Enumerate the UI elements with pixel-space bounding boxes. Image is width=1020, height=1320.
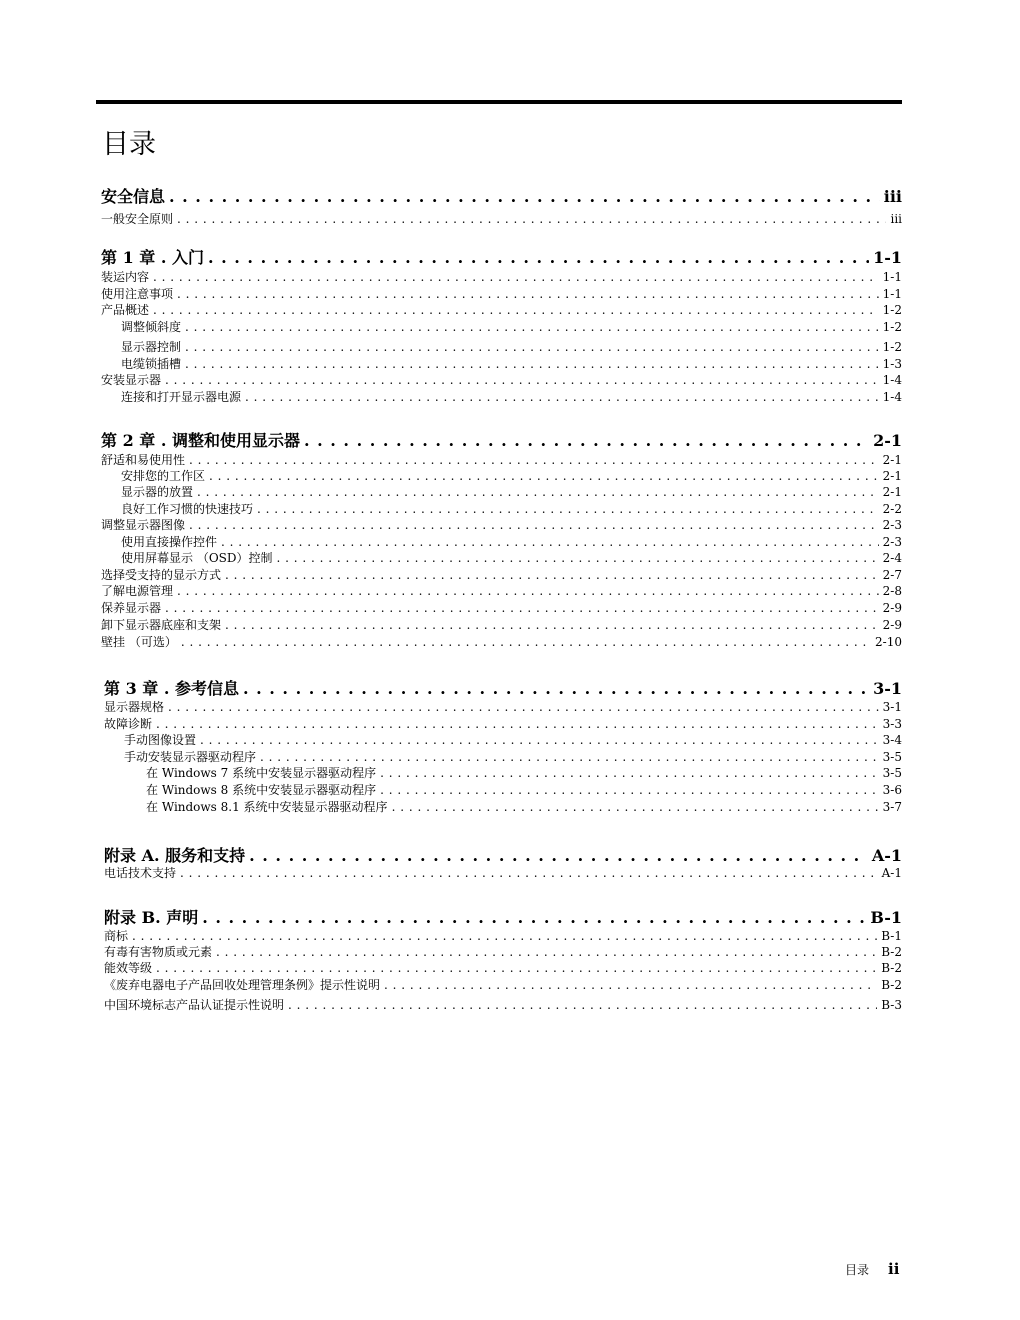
dot-leader — [165, 372, 879, 388]
toc-entry-title: 显示器控制 — [121, 340, 182, 354]
toc-entry-title: 《废弃电器电子产品回收处理管理条例》提示性说明 — [104, 978, 381, 992]
toc-entry[interactable] — [101, 517, 902, 533]
toc-entry[interactable] — [146, 782, 902, 798]
toc-entry-title: 壁挂 （可选） — [101, 635, 177, 649]
page-title: 目录 — [102, 129, 156, 160]
dot-leader — [202, 907, 866, 929]
toc-entry-title: 安装显示器 — [101, 373, 162, 387]
toc-entry-page-number: 3-7 — [882, 800, 902, 814]
dot-leader — [304, 430, 869, 452]
dot-leader — [153, 269, 879, 285]
dot-leader — [185, 339, 879, 355]
toc-entry[interactable] — [101, 452, 902, 468]
toc-chapter-entry-title-text: 第 3 章 . 参考信息 — [104, 679, 239, 698]
toc-entry-title: 卸下显示器底座和支架 — [101, 618, 222, 632]
toc-chapter-entry-title — [101, 247, 204, 269]
toc-chapter-entry[interactable] — [104, 678, 902, 700]
toc-entry-title: 保养显示器 — [101, 601, 162, 615]
toc-entry-page-number: 1-1 — [882, 270, 902, 284]
toc-entry[interactable] — [121, 550, 902, 566]
toc-entry-title: 使用屏幕显示 （OSD）控制 — [121, 551, 273, 565]
toc-chapter-entry-title — [104, 907, 198, 929]
toc-entry[interactable] — [121, 501, 902, 517]
toc-chapter-entry-page-number: iii — [883, 187, 902, 206]
toc-chapter-entry-page-number: B-1 — [870, 908, 902, 927]
toc-entry-title: 一般安全原则 — [101, 212, 174, 226]
toc-entry-title: 连接和打开显示器电源 — [121, 390, 242, 404]
toc-entry-title: 在 Windows 8 系统中安装显示器驱动程序 — [146, 783, 377, 797]
toc-entry-page-number: 1-2 — [882, 303, 902, 317]
dot-leader — [209, 468, 879, 484]
toc-entry[interactable] — [101, 372, 902, 388]
dot-leader — [177, 211, 886, 227]
dot-leader — [197, 484, 879, 500]
toc-entry-page-number: 2-3 — [882, 535, 902, 549]
toc-entry-page-number: iii — [890, 212, 902, 226]
toc-entry[interactable] — [104, 944, 902, 960]
dot-leader — [225, 617, 879, 633]
dot-leader — [156, 716, 879, 732]
toc-entry-title: 中国环境标志产品认证提示性说明 — [104, 998, 285, 1012]
dot-leader — [169, 186, 880, 208]
toc-entry-page-number: 3-5 — [882, 750, 902, 764]
toc-chapter-entry-page-number: A-1 — [871, 846, 902, 865]
toc-entry-title: 在 Windows 7 系统中安装显示器驱动程序 — [146, 766, 377, 780]
toc-entry-title: 产品概述 — [101, 303, 150, 317]
toc-entry[interactable] — [101, 302, 902, 318]
toc-entry-page-number: 2-1 — [882, 469, 902, 483]
footer-label: 目录 — [845, 1263, 870, 1277]
toc-entry[interactable] — [104, 865, 902, 881]
dot-leader — [288, 997, 877, 1013]
dot-leader — [185, 319, 879, 335]
toc-chapter-entry-title — [104, 678, 239, 700]
toc-entry-page-number: 2-1 — [882, 485, 902, 499]
toc-chapter-entry[interactable] — [101, 186, 902, 208]
toc-entry[interactable] — [101, 600, 902, 616]
toc-entry-page-number: 3-3 — [882, 717, 902, 731]
toc-entry-page-number: 2-9 — [882, 618, 902, 632]
dot-leader — [277, 550, 879, 566]
toc-chapter-entry-title-text: 安全信息 — [101, 187, 166, 206]
dot-leader — [260, 749, 879, 765]
toc-entry-page-number: 2-3 — [882, 518, 902, 532]
toc-entry-page-number: B-1 — [881, 929, 902, 943]
dot-leader — [153, 302, 879, 318]
dot-leader — [200, 732, 879, 748]
toc-entry-page-number: 1-4 — [882, 390, 902, 404]
toc-entry-page-number: 3-6 — [882, 783, 902, 797]
toc-chapter-entry-title — [101, 186, 165, 208]
dot-leader — [243, 678, 869, 700]
toc-entry[interactable] — [101, 634, 902, 650]
toc-entry-title: 调整显示器图像 — [101, 518, 186, 532]
toc-entry-title: 选择受支持的显示方式 — [101, 568, 222, 582]
dot-leader — [185, 356, 879, 372]
toc-entry-page-number: B-3 — [881, 998, 902, 1012]
toc-entry[interactable] — [101, 617, 902, 633]
toc-chapter-entry-title — [104, 845, 245, 867]
toc-chapter-entry[interactable] — [104, 845, 902, 867]
dot-leader — [208, 247, 869, 269]
toc-entry-title: 有毒有害物质或元素 — [104, 945, 213, 959]
toc-entry-title: 电缆锁插槽 — [121, 357, 182, 371]
toc-chapter-entry-title — [101, 430, 300, 452]
toc-entry[interactable] — [121, 468, 902, 484]
toc-entry-page-number: 3-4 — [882, 733, 902, 747]
dot-leader — [189, 517, 879, 533]
toc-chapter-entry-title-text: 第 2 章 . 调整和使用显示器 — [101, 431, 300, 450]
toc-entry-title: 商标 — [104, 929, 129, 943]
toc-entry-page-number: 2-9 — [882, 601, 902, 615]
dot-leader — [177, 286, 879, 302]
toc-entry-title: 舒适和易使用性 — [101, 453, 186, 467]
toc-entry[interactable] — [101, 211, 902, 227]
toc-entry-title: 在 Windows 8.1 系统中安装显示器驱动程序 — [146, 800, 388, 814]
dot-leader — [180, 865, 878, 881]
dot-leader — [380, 765, 879, 781]
toc-entry[interactable] — [124, 749, 902, 765]
toc-entry-title: 调整倾斜度 — [121, 320, 182, 334]
toc-entry-page-number: 1-2 — [882, 340, 902, 354]
toc-entry[interactable] — [121, 484, 902, 500]
toc-entry[interactable] — [104, 699, 902, 715]
dot-leader — [168, 699, 879, 715]
toc-entry-page-number: 1-3 — [882, 357, 902, 371]
toc-entry-title: 装运内容 — [101, 270, 150, 284]
toc-entry-title: 安排您的工作区 — [121, 469, 206, 483]
toc-chapter-entry-page-number: 3-1 — [873, 679, 902, 698]
toc-entry-page-number: 2-4 — [882, 551, 902, 565]
toc-entry[interactable] — [101, 583, 902, 599]
toc-chapter-entry[interactable] — [101, 247, 902, 269]
dot-leader — [221, 534, 879, 550]
dot-leader — [225, 567, 879, 583]
toc-chapter-entry-page-number: 2-1 — [873, 431, 902, 450]
toc-entry[interactable] — [101, 269, 902, 285]
toc-entry-title: 显示器规格 — [104, 700, 165, 714]
dot-leader — [177, 583, 879, 599]
toc-entry-page-number: 2-7 — [882, 568, 902, 582]
toc-entry[interactable] — [121, 356, 902, 372]
toc-entry[interactable] — [146, 765, 902, 781]
toc-entry-page-number: 3-5 — [882, 766, 902, 780]
toc-chapter-entry-title-text: 附录 A. 服务和支持 — [104, 846, 246, 865]
dot-leader — [189, 452, 879, 468]
toc-entry-page-number: 2-8 — [882, 584, 902, 598]
toc-chapter-entry[interactable] — [101, 430, 902, 452]
toc-entry[interactable] — [104, 960, 902, 976]
toc-entry-title: 显示器的放置 — [121, 485, 194, 499]
toc-entry-title: 手动安装显示器驱动程序 — [124, 750, 257, 764]
toc-entry[interactable] — [124, 732, 902, 748]
toc-entry-title: 故障诊断 — [104, 717, 153, 731]
toc-entry[interactable] — [104, 928, 902, 944]
toc-entry-page-number: 2-10 — [875, 635, 902, 649]
toc-entry-page-number: B-2 — [881, 978, 902, 992]
toc-entry[interactable] — [121, 389, 902, 405]
dot-leader — [245, 389, 879, 405]
toc-entry[interactable] — [121, 339, 902, 355]
dot-leader — [384, 977, 877, 993]
toc-entry-page-number: 2-1 — [882, 453, 902, 467]
toc-chapter-entry-page-number: 1-1 — [873, 248, 902, 267]
toc-chapter-entry-title-text: 第 1 章 . 入门 — [101, 248, 204, 267]
dot-leader — [216, 944, 877, 960]
toc-entry-title: 良好工作习惯的快速技巧 — [121, 502, 254, 516]
dot-leader — [380, 782, 879, 798]
toc-entry[interactable] — [104, 716, 902, 732]
toc-entry-page-number: 3-1 — [882, 700, 902, 714]
toc-entry-page-number: B-2 — [881, 945, 902, 959]
dot-leader — [156, 960, 877, 976]
toc-entry[interactable] — [104, 977, 902, 993]
toc-entry-page-number: A-1 — [881, 866, 902, 880]
toc-entry-title: 使用直接操作控件 — [121, 535, 218, 549]
toc-entry-page-number: B-2 — [881, 961, 902, 975]
toc-entry[interactable] — [121, 319, 902, 335]
dot-leader — [132, 928, 877, 944]
dot-leader — [392, 799, 879, 815]
toc-entry[interactable] — [104, 997, 902, 1013]
dot-leader — [257, 501, 879, 517]
toc-entry-title: 手动图像设置 — [124, 733, 197, 747]
toc-chapter-entry-title-text: 附录 B. 声明 — [104, 908, 199, 927]
dot-leader — [165, 600, 879, 616]
toc-entry[interactable] — [101, 567, 902, 583]
toc-entry-title: 了解电源管理 — [101, 584, 174, 598]
dot-leader — [181, 634, 871, 650]
toc-entry-title: 使用注意事项 — [101, 287, 174, 301]
toc-entry-page-number: 1-2 — [882, 320, 902, 334]
footer-page-number: ii — [888, 1260, 900, 1278]
toc-entry-title: 能效等级 — [104, 961, 153, 975]
toc-chapter-entry[interactable] — [104, 907, 902, 929]
toc-entry[interactable] — [121, 534, 902, 550]
toc-entry-title: 电话技术支持 — [104, 866, 177, 880]
toc-entry[interactable] — [146, 799, 902, 815]
toc-entry-page-number: 1-1 — [882, 287, 902, 301]
dot-leader — [249, 845, 868, 867]
toc-entry-page-number: 2-2 — [882, 502, 902, 516]
toc-entry-page-number: 1-4 — [882, 373, 902, 387]
toc-entry[interactable] — [101, 286, 902, 302]
